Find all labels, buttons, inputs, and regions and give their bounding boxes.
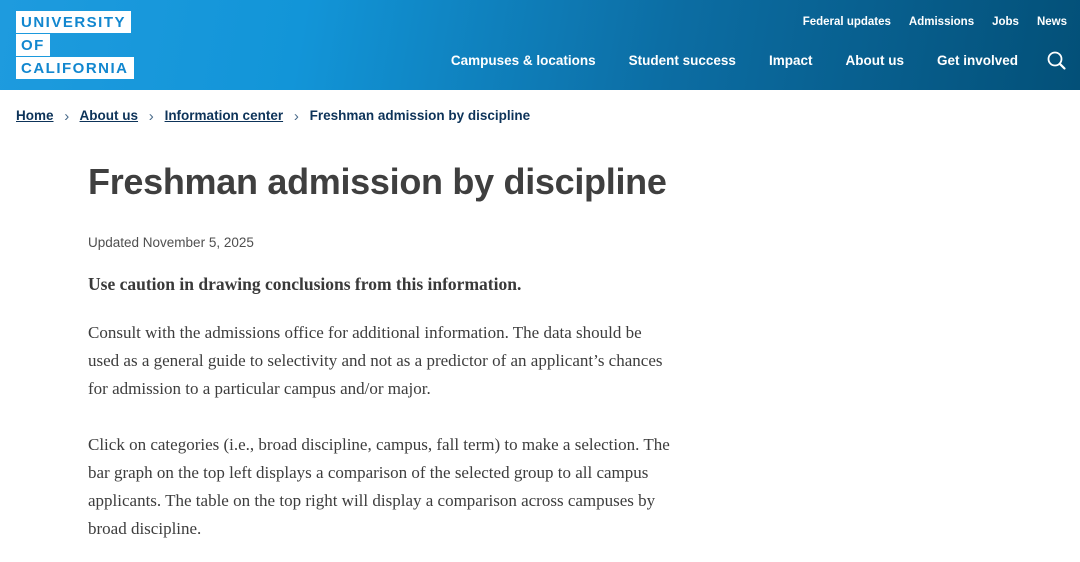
intro-paragraph: Consult with the admissions office for additional information. The data should be used as a general guide to selectivity and not as a predictor of an applicant’s chances for admission to a particular campus and/or major. xyxy=(88,323,663,398)
utility-nav-federal-updates[interactable]: Federal updates xyxy=(802,16,891,28)
breadcrumb-separator-icon: › xyxy=(293,108,299,125)
utility-nav-news[interactable]: News xyxy=(1036,16,1067,28)
breadcrumb-separator-icon: › xyxy=(64,108,70,125)
main-content xyxy=(88,161,673,543)
breadcrumb xyxy=(0,90,1080,125)
search-icon xyxy=(1046,50,1068,72)
nav-about-us[interactable]: About us xyxy=(845,53,904,68)
logo-line-of: OF xyxy=(16,34,50,56)
nav-get-involved[interactable]: Get involved xyxy=(936,53,1018,68)
uc-logo[interactable] xyxy=(16,11,134,80)
breadcrumb-current: Freshman admission by discipline xyxy=(309,108,531,123)
breadcrumb-about-us[interactable]: About us xyxy=(79,108,139,123)
page-title: Freshman admission by discipline xyxy=(88,161,667,202)
breadcrumb-information-center[interactable]: Information center xyxy=(164,108,284,123)
caution-note: Use caution in drawing conclusions from this information. xyxy=(88,274,522,294)
instructions-paragraph: Click on categories (i.e., broad discipline, campus, fall term) to make a selection. The bar graph on the top left displays a comparison of the selected group to all campus applicants. The table on the top right will display a comparison across campuses by broad discipline. xyxy=(88,435,670,538)
nav-campuses-locations[interactable]: Campuses & locations xyxy=(450,53,596,68)
nav-student-success[interactable]: Student success xyxy=(628,53,736,68)
utility-nav-admissions[interactable]: Admissions xyxy=(908,16,975,28)
breadcrumb-home[interactable]: Home xyxy=(16,108,54,123)
logo-line-university: UNIVERSITY xyxy=(16,11,131,33)
main-nav xyxy=(451,53,1018,68)
search-button[interactable] xyxy=(1046,50,1068,72)
site-header xyxy=(0,0,1080,90)
utility-nav xyxy=(803,16,1067,28)
breadcrumb-separator-icon: › xyxy=(148,108,154,125)
updated-date: Updated November 5, 2025 xyxy=(88,235,254,250)
utility-nav-jobs[interactable]: Jobs xyxy=(992,16,1019,28)
nav-impact[interactable]: Impact xyxy=(768,53,813,68)
logo-line-california: CALIFORNIA xyxy=(16,57,134,79)
